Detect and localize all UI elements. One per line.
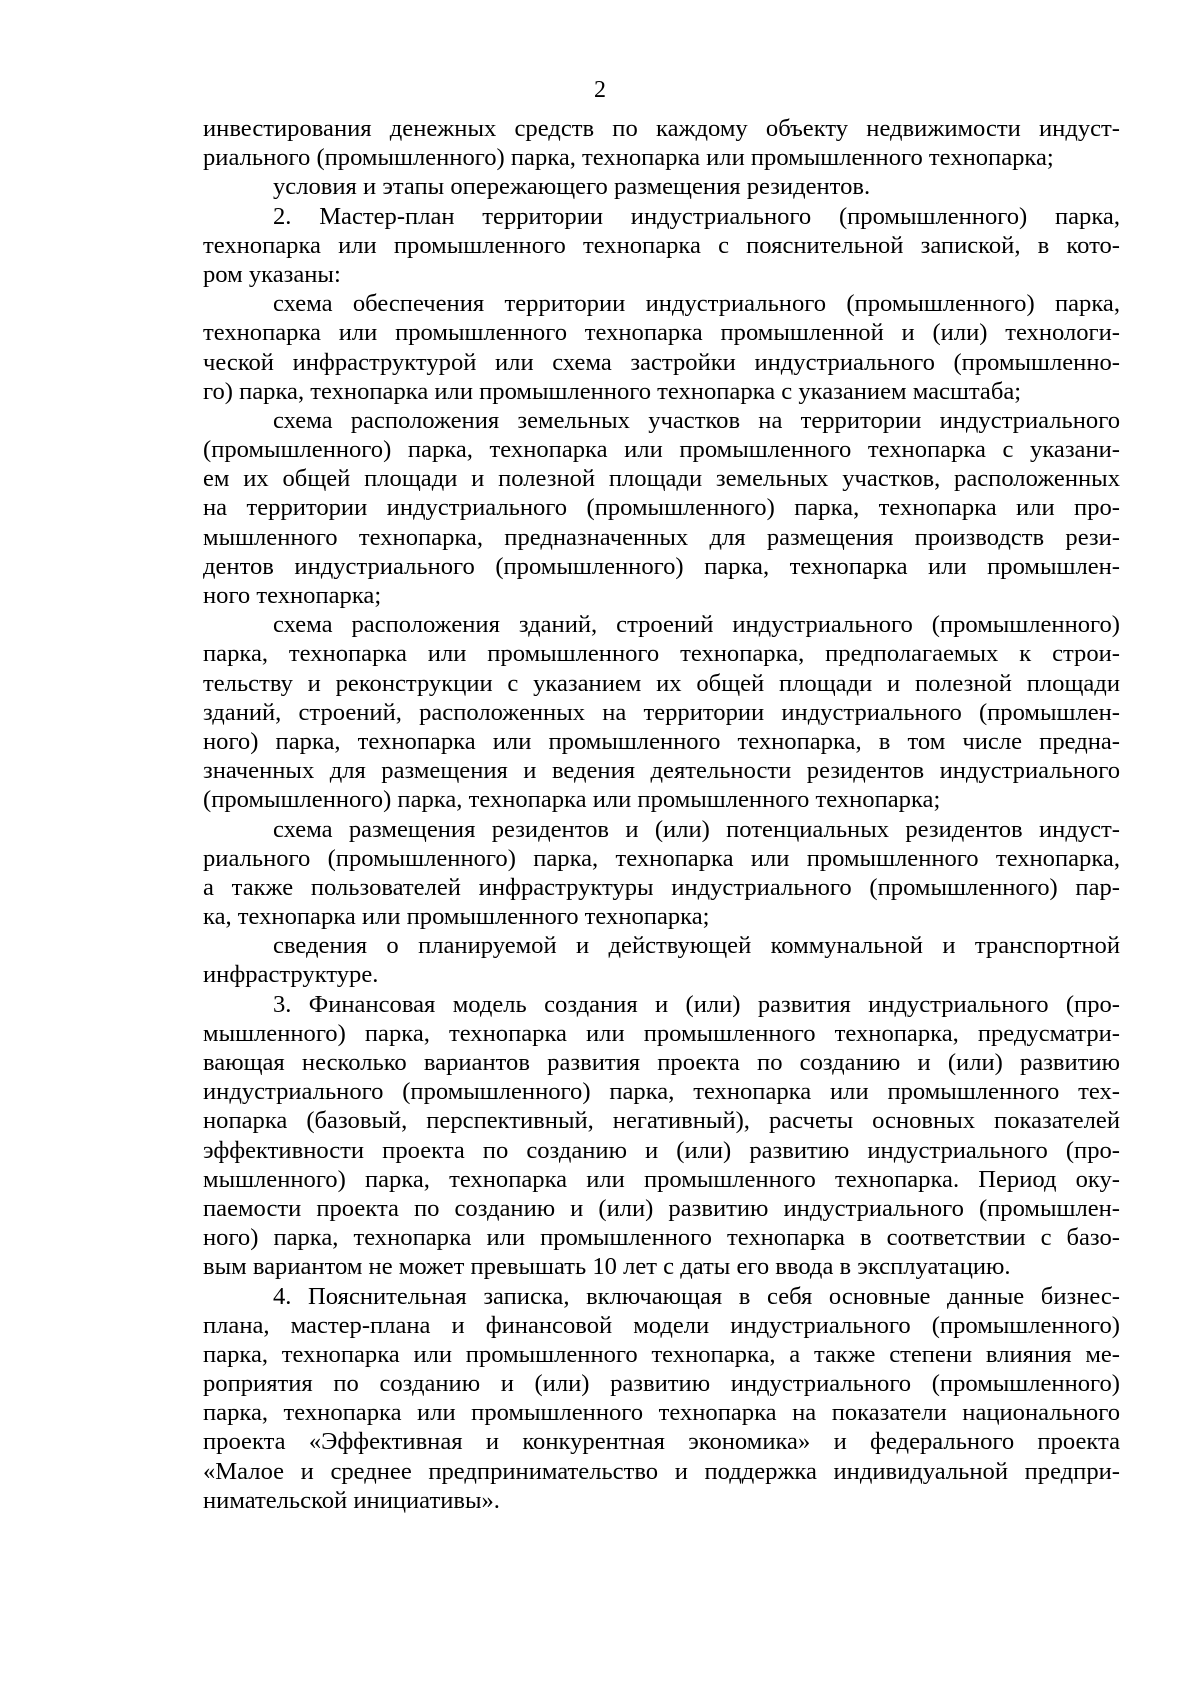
text-line: паемости проекта по созданию и (или) развитию индустриального (промышлен- bbox=[203, 1194, 1120, 1222]
text-line: ного) парка, технопарка или промышленного технопарка, в том числе предна- bbox=[203, 727, 1120, 755]
text-line: 2. Мастер-план территории индустриального (промышленного) парка, bbox=[273, 202, 1120, 230]
text-line: технопарка или промышленного технопарка промышленной и (или) технологи- bbox=[203, 319, 1120, 347]
text-line: ем их общей площади и полезной площади земельных участков, расположенных bbox=[203, 465, 1120, 493]
text-line: мышленного) парка, технопарка или промышленного технопарка. Период оку- bbox=[203, 1165, 1120, 1193]
text-line: схема расположения зданий, строений индустриального (промышленного) bbox=[273, 611, 1120, 639]
text-line: (промышленного) парка, технопарка или промышленного технопарка с указани- bbox=[203, 436, 1120, 464]
text-line: инвестирования денежных средств по каждому объекту недвижимости индуст- bbox=[203, 115, 1120, 142]
text-line: риального (промышленного) парка, технопарка или промышленного технопарка, bbox=[203, 844, 1120, 872]
text-line: схема размещения резидентов и (или) потенциальных резидентов индуст- bbox=[273, 815, 1120, 843]
text-line: мышленного) парка, технопарка или промышленного технопарка, предусматри- bbox=[203, 1019, 1120, 1047]
text-line: 3. Финансовая модель создания и (или) развития индустриального (про- bbox=[273, 990, 1120, 1018]
text-line: риального (промышленного) парка, технопарка или промышленного технопарка; bbox=[203, 144, 1054, 172]
text-line: тельству и реконструкции с указанием их общей площади и полезной площади bbox=[203, 669, 1120, 697]
text-line: парка, технопарка или промышленного технопарка, а также степени влияния ме- bbox=[203, 1340, 1120, 1368]
text-line: мышленного технопарка, предназначенных для размещения производств рези- bbox=[203, 523, 1120, 551]
text-line: нимательской инициативы». bbox=[203, 1486, 500, 1514]
text-line: ка, технопарка или промышленного технопарка; bbox=[203, 903, 710, 931]
page-number: 2 bbox=[594, 77, 606, 103]
text-line: проекта «Эффективная и конкурентная экономика» и федерального проекта bbox=[203, 1428, 1120, 1456]
text-line: ного технопарка; bbox=[203, 582, 382, 609]
text-line: индустриального (промышленного) парка, технопарка или промышленного тех- bbox=[203, 1078, 1120, 1106]
text-line: вым вариантом не может превышать 10 лет с даты его ввода в эксплуатацию. bbox=[203, 1253, 1011, 1281]
text-line: плана, мастер-плана и финансовой модели индустриального (промышленного) bbox=[203, 1311, 1120, 1339]
text-line: схема расположения земельных участков на территории индустриального bbox=[273, 406, 1120, 434]
text-line: (промышленного) парка, технопарка или промышленного технопарка; bbox=[203, 786, 941, 814]
body-text bbox=[203, 114, 1120, 1515]
text-line: роприятия по созданию и (или) развитию индустриального (промышленного) bbox=[203, 1370, 1120, 1398]
text-line: условия и этапы опережающего размещения резидентов. bbox=[273, 173, 871, 201]
text-line: парка, технопарка или промышленного технопарка на показатели национального bbox=[203, 1399, 1120, 1427]
text-line: го) парка, технопарка или промышленного технопарка с указанием масштаба; bbox=[203, 377, 1022, 405]
text-line: нопарка (базовый, перспективный, негативный), расчеты основных показателей bbox=[203, 1107, 1120, 1135]
text-line: технопарка или промышленного технопарка с пояснительной запиской, в кото- bbox=[203, 231, 1120, 259]
text-line: ческой инфраструктурой или схема застройки индустриального (промышленно- bbox=[203, 348, 1120, 376]
text-line: 4. Пояснительная записка, включающая в себя основные данные бизнес- bbox=[273, 1282, 1120, 1310]
text-line: ром указаны: bbox=[203, 260, 341, 288]
text-line: парка, технопарка или промышленного технопарка, предполагаемых к строи- bbox=[203, 640, 1120, 668]
text-line: сведения о планируемой и действующей коммунальной и транспортной bbox=[273, 932, 1120, 960]
text-line: схема обеспечения территории индустриального (промышленного) парка, bbox=[273, 290, 1120, 318]
text-line: а также пользователей инфраструктуры индустриального (промышленного) пар- bbox=[203, 873, 1120, 901]
text-line: «Малое и среднее предпринимательство и поддержка индивидуальной предпри- bbox=[203, 1457, 1120, 1485]
text-line: ного) парка, технопарка или промышленного технопарка в соответствии с базо- bbox=[203, 1224, 1120, 1252]
text-line: на территории индустриального (промышленного) парка, технопарка или про- bbox=[203, 494, 1120, 522]
text-line: дентов индустриального (промышленного) парка, технопарка или промышлен- bbox=[203, 552, 1120, 580]
text-line: вающая несколько вариантов развития проекта по созданию и (или) развитию bbox=[203, 1049, 1120, 1076]
text-line: зданий, строений, расположенных на территории индустриального (промышлен- bbox=[203, 698, 1120, 726]
text-line: значенных для размещения и ведения деятельности резидентов индустриального bbox=[203, 757, 1120, 785]
text-line: инфраструктуре. bbox=[203, 961, 379, 989]
text-line: эффективности проекта по созданию и (или) развитию индустриального (про- bbox=[203, 1136, 1120, 1164]
